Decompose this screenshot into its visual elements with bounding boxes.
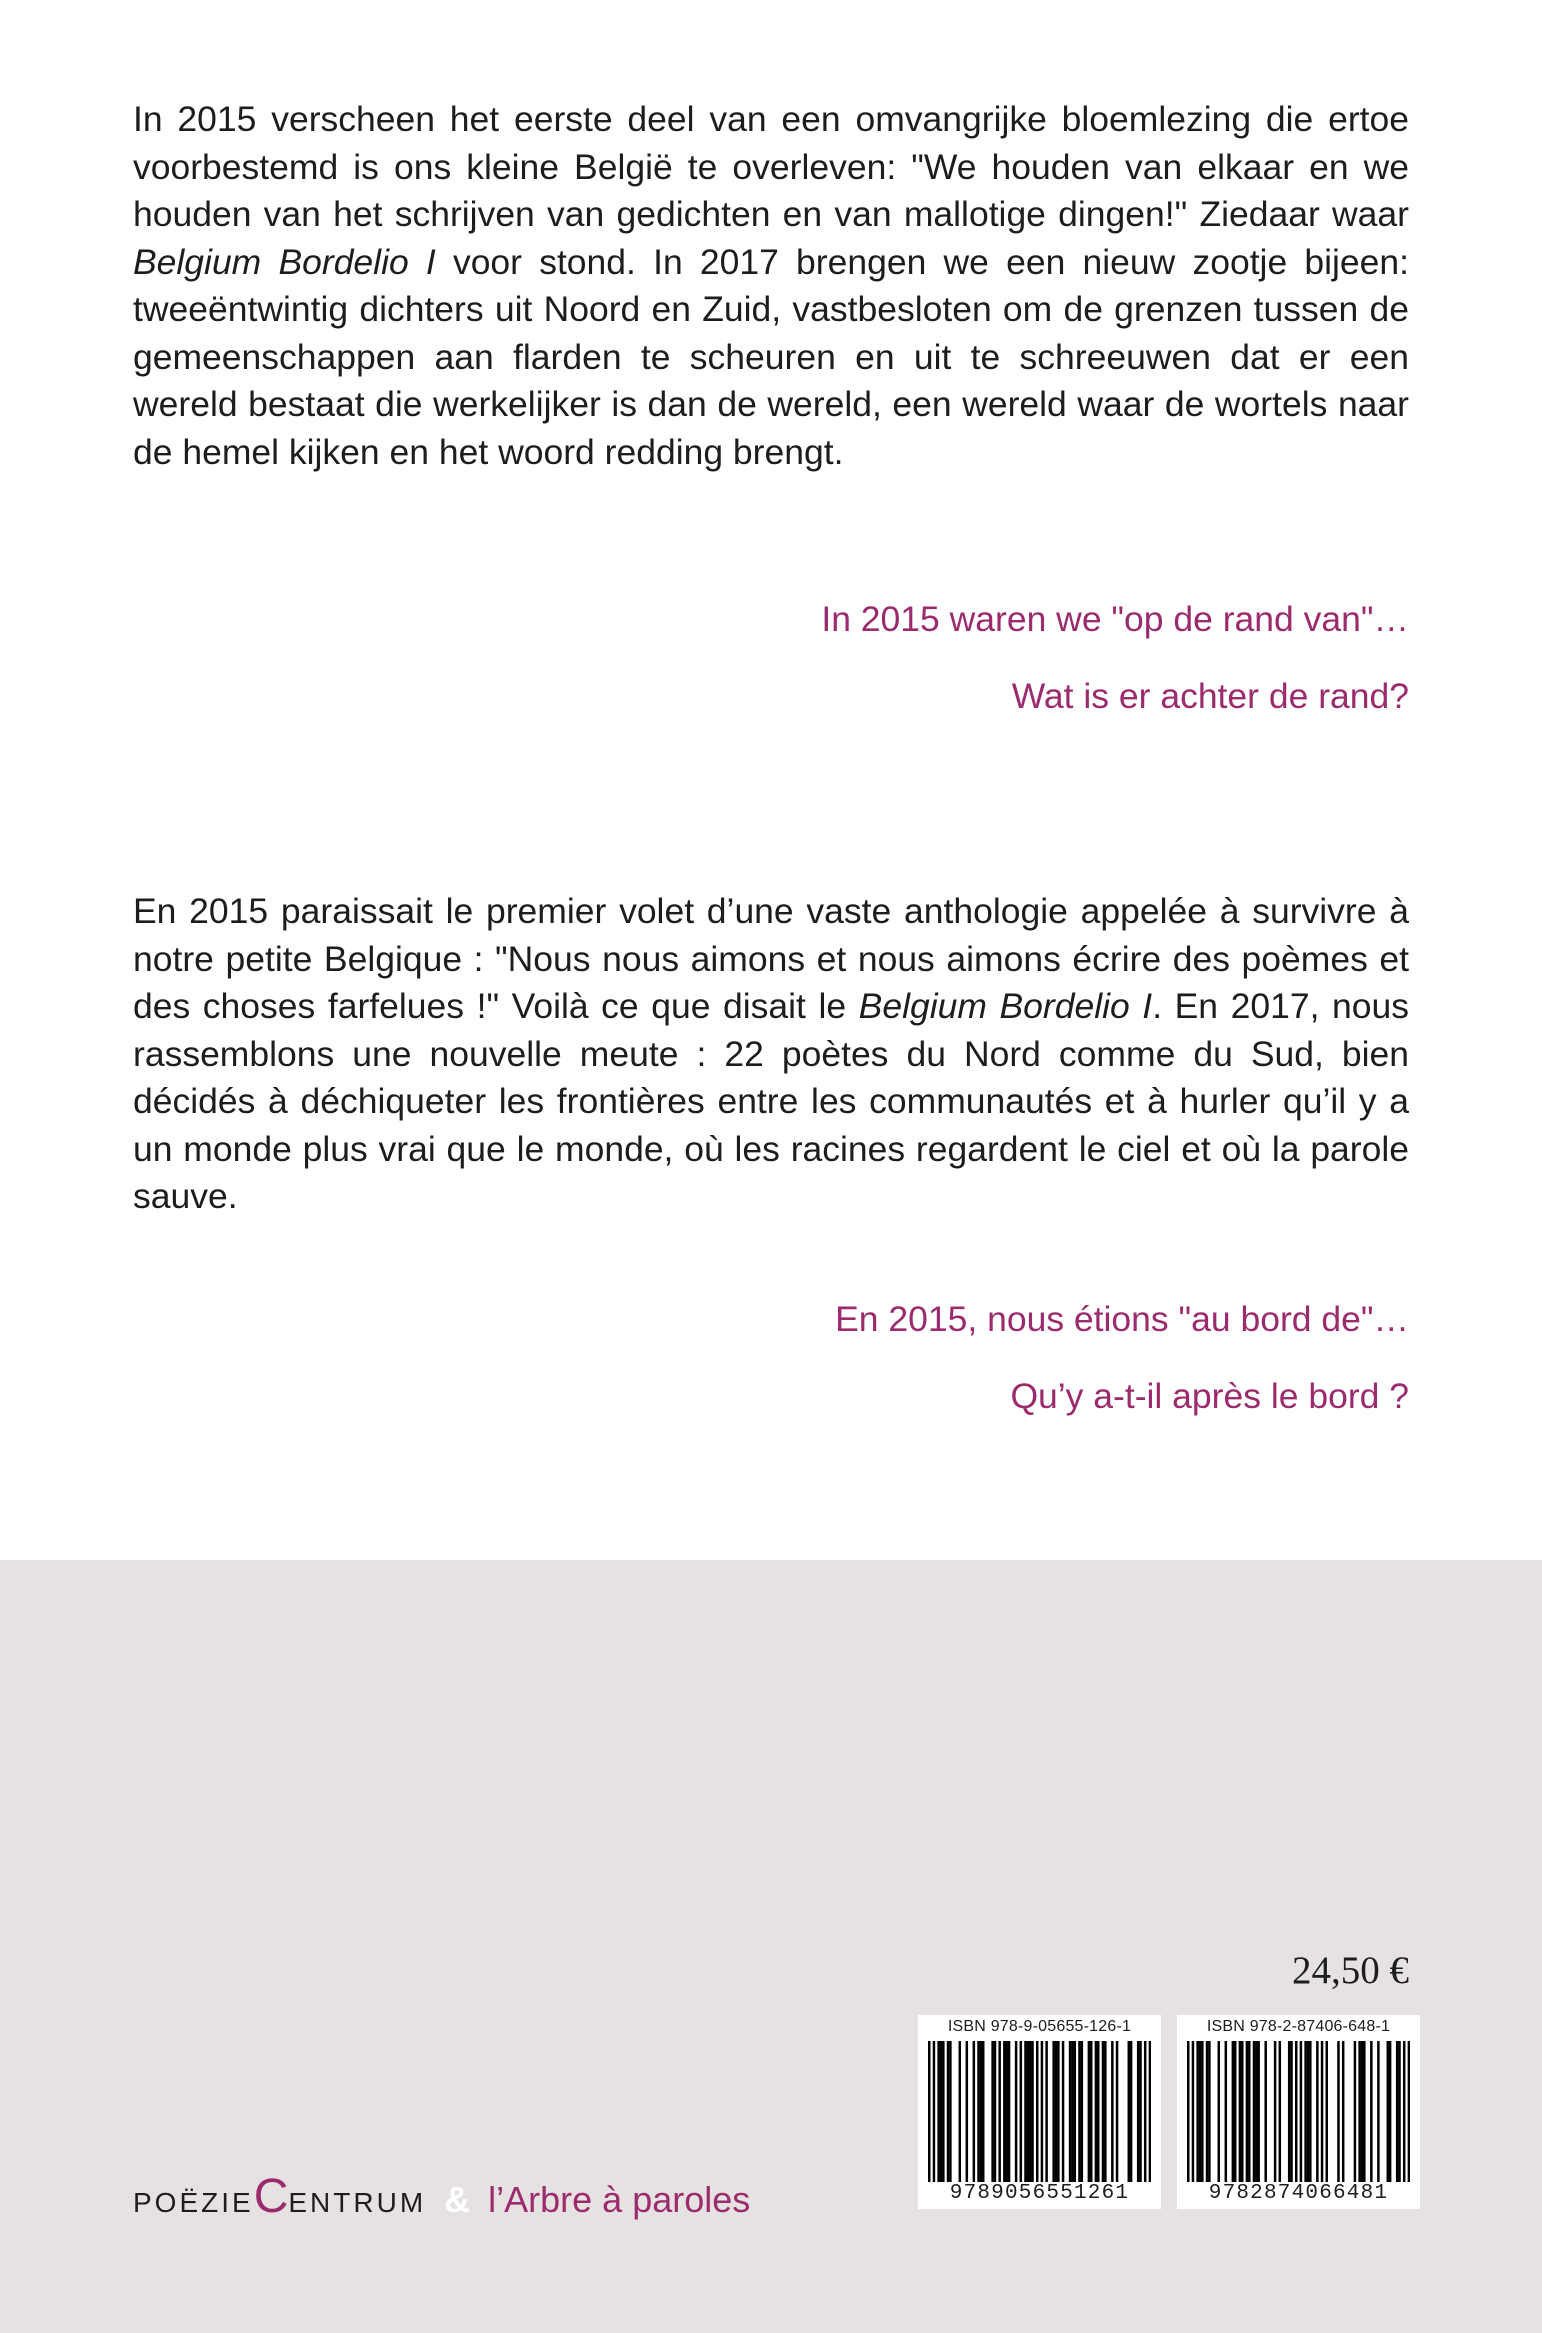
barcode-bar [1057,2041,1060,2182]
logo-part-1: POËZIE [133,2187,254,2218]
barcode-bar [980,2041,983,2182]
barcode-bar [928,2041,931,2182]
dutch-quote-line-1: In 2015 waren we "op de rand van"… [821,599,1409,639]
french-blurb [133,888,1409,1221]
barcode-bar [1387,2041,1390,2182]
barcode-bar [1403,2041,1406,2182]
barcode-bar [1095,2041,1098,2182]
barcode-bar [1031,2041,1034,2182]
barcode-bar [1005,2041,1008,2182]
barcode-bar [1104,2041,1107,2182]
barcode-bar [1128,2041,1131,2182]
barcode-bar [1055,2041,1058,2182]
barcode-bar [933,2041,936,2182]
barcode-bar [1396,2041,1399,2182]
barcode-bar [940,2041,943,2182]
barcode-bar [1257,2041,1260,2182]
barcode-bar [1248,2041,1251,2182]
barcode-bar [1192,2041,1195,2182]
barcode-bar [1078,2041,1081,2182]
barcode-digits: 9782874066481 [1208,2182,1389,2205]
french-blurb-text-1: En 2015 paraissait le premier volet d’une vaste anthologie appelée à survivre à notre petite Belgique : "Nous nous aimons et nous aimons écrire des poèmes et des choses farfelues !" Voilà ce que disait le [133,891,1409,1026]
barcode-bar [1363,2041,1366,2182]
barcode-bar [1377,2041,1380,2182]
barcode-digits: 9789056551261 [949,2182,1130,2205]
barcode-bar [973,2041,976,2182]
barcode-bar [1225,2041,1228,2182]
logo-part-c: C [253,2170,289,2223]
barcode-bar [1232,2041,1235,2182]
barcode-bar [1015,2041,1018,2182]
logo-part-2: ENTRUM [288,2187,427,2218]
barcode-bar [1074,2041,1077,2182]
barcode-bar [1081,2041,1084,2182]
barcode-bar [942,2041,945,2182]
barcode-bar [1290,2041,1293,2182]
barcode-bar [1196,2041,1199,2182]
publisher-logos [133,2169,751,2223]
barcode-bar [1069,2041,1072,2182]
barcode-bar [1090,2041,1093,2182]
barcode-bars-icon [1187,2041,1410,2182]
barcode-french-isbn [1177,2015,1420,2209]
poeziecentrum-logo [133,2169,426,2224]
barcode-bar [1088,2041,1091,2182]
barcode-bar [1279,2041,1282,2182]
barcode-bar [949,2041,952,2182]
barcode-bar [1003,2041,1006,2182]
barcode-bar [1045,2041,1048,2182]
barcode-bar [1300,2041,1303,2182]
dutch-quote [509,596,1409,750]
french-quote-line-2: Qu’y a-t-il après le bord ? [1010,1376,1409,1416]
barcode-bar [1130,2041,1133,2182]
barcode-bar [1149,2041,1151,2182]
barcode-bar [966,2041,969,2182]
barcode-bar [1361,2041,1364,2182]
barcode-bar [1389,2041,1392,2182]
barcode-bar [1288,2041,1291,2182]
isbn-label: ISBN 978-2-87406-648-1 [1206,2018,1391,2035]
barcode-bar [1097,2041,1100,2182]
barcode-bar [1029,2041,1032,2182]
barcode-bar [1264,2041,1267,2182]
barcode-bar [1139,2041,1142,2182]
barcode-bar [1246,2041,1249,2182]
barcode-bar [1008,2041,1011,2182]
barcode-bar [1036,2041,1039,2182]
barcode-bar [994,2041,997,2182]
barcode-bar [1337,2041,1340,2182]
barcode-bar [982,2041,985,2182]
barcode-bar [991,2041,994,2182]
barcode-bar [1253,2041,1256,2182]
barcode-bar [998,2041,1001,2182]
barcode-bar [1116,2041,1119,2182]
barcode-bars-icon [928,2041,1151,2182]
barcode-bar [1255,2041,1258,2182]
french-quote-line-1: En 2015, nous étions "au bord de"… [835,1299,1409,1339]
barcode-bar [1241,2041,1244,2182]
dutch-blurb [133,96,1409,476]
arbre-a-paroles-logo: l’Arbre à paroles [488,2179,751,2220]
barcode-bar [1325,2041,1328,2182]
dutch-blurb-title: Belgium Bordelio I [133,241,436,282]
dutch-quote-line-2: Wat is er achter de rand? [1011,676,1409,716]
barcode-bar [1316,2041,1319,2182]
barcode-bar [1062,2041,1065,2182]
french-blurb-title: Belgium Bordelio I [858,986,1153,1026]
barcode-bar [1354,2041,1357,2182]
barcode-bar [1239,2041,1242,2182]
barcode-bar [1137,2041,1140,2182]
barcode-bar [959,2041,962,2182]
barcode-bar [1071,2041,1074,2182]
barcode-bar [1027,2041,1030,2182]
barcode-bar [1274,2041,1277,2182]
dutch-blurb-text-2: voor stond. In 2017 brengen we een nieuw zootje bijeen: tweeëntwintig dichters uit Noord en Zuid, vastbesloten om de grenzen tussen de gemeenschappen aan flarden te scheuren en uit te schreeuwen dat er een wereld bestaat die werkelijker is dan de wereld, een wereld waar de wortels naar de hemel kijken en het woord redding brengt. [133,241,1409,472]
barcode-bar [1342,2041,1345,2182]
barcode-bar [1201,2041,1204,2182]
barcode-bar [1234,2041,1237,2182]
barcode-bar [1398,2041,1401,2182]
barcode-bar [937,2041,940,2182]
barcode-bar [947,2041,950,2182]
ampersand: & [444,2179,471,2220]
french-blurb-text-2: . En 2017, nous rassemblons une nouvelle meute : 22 poètes du Nord comme du Sud, bien décidés à déchiqueter les frontières entre les communautés et à hurler qu’il y a un monde plus vrai que le monde, où les racines regardent le ciel et où la parole sauve. [133,986,1409,1216]
barcode-bar [1102,2041,1105,2182]
barcode-bar [1020,2041,1023,2182]
barcode-bar [1307,2041,1310,2182]
barcode-dutch-isbn [918,2015,1161,2209]
barcode-bar [1321,2041,1324,2182]
barcode-bar [1218,2041,1221,2182]
price-label: 24,50 € [1292,1949,1409,1992]
barcode-bar [977,2041,980,2182]
barcode-bar [1041,2041,1044,2182]
isbn-label: ISBN 978-9-05655-126-1 [947,2018,1132,2035]
barcode-bar [1206,2041,1209,2182]
barcode-bar [1111,2041,1114,2182]
barcode-bar [1199,2041,1202,2182]
barcode-bar [1187,2041,1190,2182]
barcode-bar [1295,2041,1298,2182]
barcode-bar [1024,2041,1027,2182]
french-quote [509,1296,1409,1450]
barcode-bar [1052,2041,1055,2182]
barcode-bar [1144,2041,1147,2182]
barcode-bar [1358,2041,1361,2182]
barcode-bar [1370,2041,1373,2182]
barcode-bar [1309,2041,1312,2182]
barcode-bar [1208,2041,1211,2182]
dutch-blurb-text-1: In 2015 verscheen het eerste deel van een omvangrijke bloemlezing die ertoe voorbestemd is ons kleine België te overleven: "We houden van elkaar en we houden van het schrijven van gedichten en van mallotige dingen!" Ziedaar waar [133,99,1409,234]
barcode-bar [1304,2041,1307,2182]
barcode-bar [1408,2041,1410,2182]
